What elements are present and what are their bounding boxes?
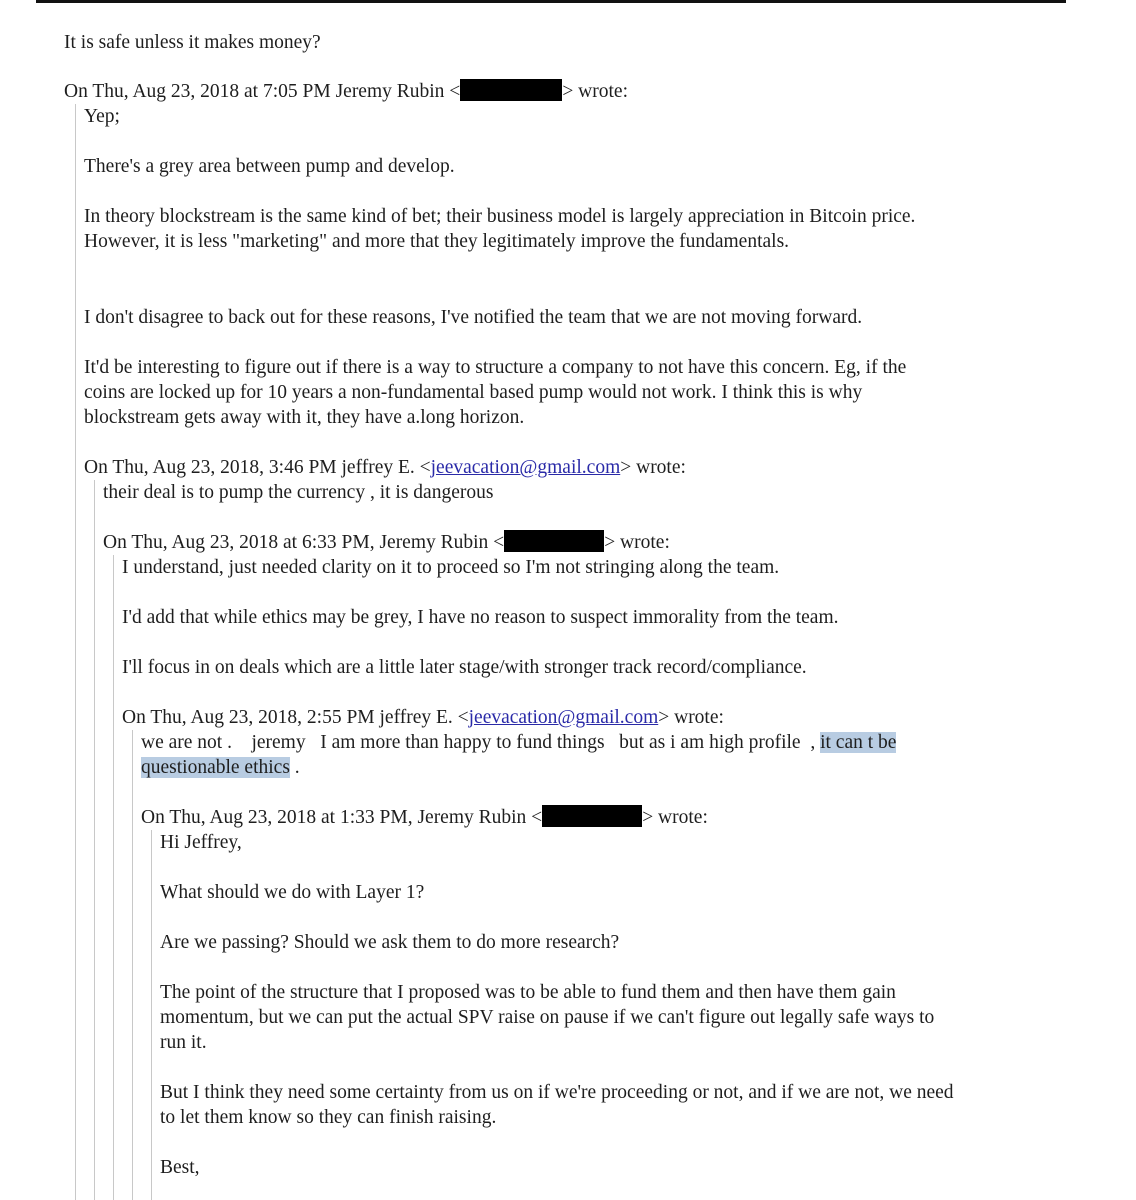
quote-bar-level-4 — [132, 730, 133, 1200]
message-5-line: The point of the structure that I proposed was to be able to fund them and then have them gain — [160, 982, 896, 1003]
message-3-line: I'd add that while ethics may be grey, I have no reason to suspect immorality from the team. — [122, 607, 839, 628]
quote-header-5-suffix: > wrote: — [642, 807, 708, 828]
quote-header-3-suffix: > wrote: — [604, 532, 670, 553]
quote-bar-level-1 — [75, 104, 76, 1200]
email-link[interactable]: jeevacation@gmail.com — [468, 707, 659, 728]
quote-header-3 — [103, 530, 670, 555]
message-5-line: Hi Jeffrey, — [160, 832, 242, 853]
message-1-line: It'd be interesting to figure out if there is a way to structure a company to not have this concern. Eg, if the — [84, 357, 907, 378]
quote-header-1-prefix: On Thu, Aug 23, 2018 at 7:05 PM Jeremy Rubin < — [64, 81, 461, 102]
message-3-line: I understand, just needed clarity on it to proceed so I'm not stringing along the team. — [122, 557, 780, 578]
message-4-line — [141, 755, 300, 780]
redacted-email — [460, 79, 562, 101]
quote-header-5 — [141, 805, 708, 830]
message-5-line: to let them know so they can finish raising. — [160, 1107, 497, 1128]
message-1-line: Yep; — [84, 106, 120, 127]
message-1-line: I don't disagree to back out for these reasons, I've notified the team that we are not moving forward. — [84, 307, 863, 328]
message-1-line: However, it is less "marketing" and more that they legitimately improve the fundamentals. — [84, 231, 790, 252]
highlighted-text: it can t be — [820, 732, 897, 753]
quote-header-2 — [84, 455, 686, 480]
quote-header-2-suffix: > wrote: — [620, 457, 686, 478]
highlighted-text: questionable ethics — [141, 757, 290, 778]
quote-header-4-suffix: > wrote: — [658, 707, 724, 728]
quote-header-4-prefix: On Thu, Aug 23, 2018, 2:55 PM jeffrey E. < — [122, 707, 469, 728]
top-rule — [36, 0, 1066, 3]
message-2-line: their deal is to pump the currency , it is dangerous — [103, 482, 494, 503]
message-4-text: we are not . jeremy I am more than happy to fund things but as i am high profile , — [141, 732, 821, 753]
email-link[interactable]: jeevacation@gmail.com — [430, 457, 621, 478]
quote-header-1 — [64, 79, 628, 104]
message-5-line: Best, — [160, 1157, 200, 1178]
message-4-text: . — [289, 757, 300, 778]
reply-text: It is safe unless it makes money? — [64, 32, 321, 53]
quote-header-2-prefix: On Thu, Aug 23, 2018, 3:46 PM jeffrey E. < — [84, 457, 431, 478]
message-1-line: In theory blockstream is the same kind of bet; their business model is largely appreciation in Bitcoin price. — [84, 206, 916, 227]
message-4-line — [141, 730, 896, 755]
quote-bar-level-5 — [151, 830, 152, 1200]
message-1-line: There's a grey area between pump and develop. — [84, 156, 455, 177]
quote-header-3-prefix: On Thu, Aug 23, 2018 at 6:33 PM, Jeremy Rubin < — [103, 532, 505, 553]
message-1-line: coins are locked up for 10 years a non-fundamental based pump would not work. I think this is why — [84, 382, 863, 403]
quote-bar-level-2 — [94, 480, 95, 1200]
redacted-email — [504, 530, 604, 552]
message-5-line: run it. — [160, 1032, 207, 1053]
quote-header-1-suffix: > wrote: — [562, 81, 629, 102]
message-5-line: But I think they need some certainty from us on if we're proceeding or not, and if we are not, we need — [160, 1082, 954, 1103]
message-3-line: I'll focus in on deals which are a little later stage/with stronger track record/compliance. — [122, 657, 807, 678]
message-5-line: momentum, but we can put the actual SPV raise on pause if we can't figure out legally safe ways to — [160, 1007, 935, 1028]
quote-header-4 — [122, 705, 724, 730]
quote-bar-level-3 — [113, 555, 114, 1200]
redacted-email — [542, 805, 642, 827]
message-5-line: What should we do with Layer 1? — [160, 882, 425, 903]
message-1-line: blockstream gets away with it, they have a.long horizon. — [84, 407, 525, 428]
message-5-line: Are we passing? Should we ask them to do more research? — [160, 932, 620, 953]
quote-header-5-prefix: On Thu, Aug 23, 2018 at 1:33 PM, Jeremy Rubin < — [141, 807, 543, 828]
